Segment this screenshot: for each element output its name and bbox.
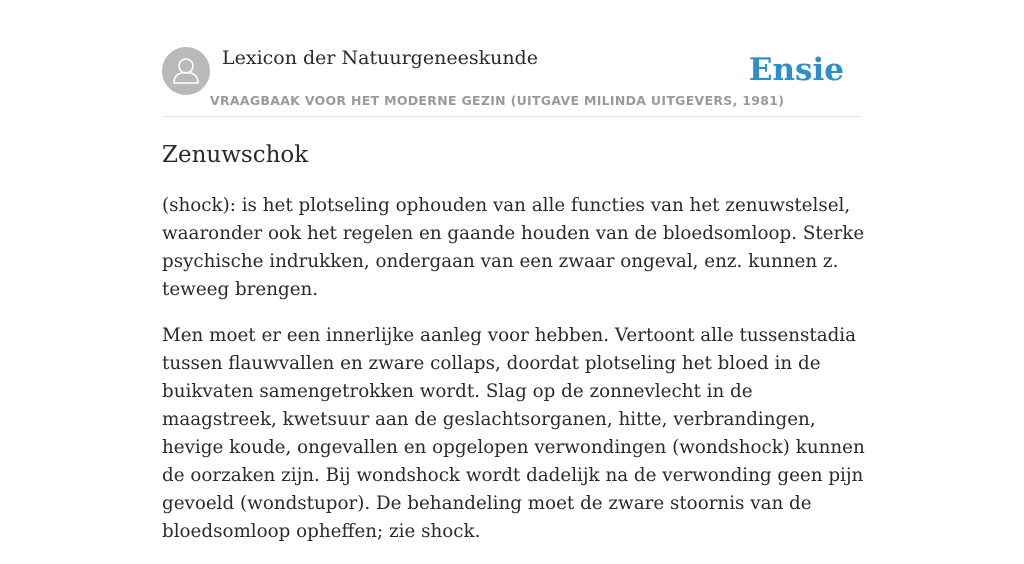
source-title-link[interactable]: Lexicon der Natuurgeneeskunde [222,47,538,69]
entry-title: Zenuwschok [162,142,309,168]
source-avatar[interactable] [162,47,210,95]
source-subtitle: VRAAGBAAK VOOR HET MODERNE GEZIN (UITGAVE MILINDA UITGEVERS, 1981) [210,93,785,108]
entry-page [162,0,865,542]
entry-paragraph-1: (shock): is het plotseling ophouden van alle functies van het zenuwstelsel, waaronder ook het regelen en gaande houden van de bloedsomloop. Sterke psychische indrukken, ondergaan van een zwaar ongeval, enz. kunnen z. teweeg brengen. [162,195,865,300]
brand-logo[interactable]: Ensie [748,52,844,88]
user-silhouette-icon [162,47,210,95]
source-header [162,0,862,117]
entry-body [162,192,866,564]
entry-paragraph-2: Men moet er een innerlijke aanleg voor hebben. Vertoont alle tussenstadia tussen flauwvallen en zware collaps, doordat plotseling het bloed in de buikvaten samengetrokken wordt. Slag op de zonnevlecht in de maagstreek, kwetsuur aan de geslachtsorganen, hitte, verbrandingen, hevige koude, ongevallen en opgelopen verwondingen (wondshock) kunnen de oorzaken zijn. Bij wondshock wordt dadelijk na de verwonding geen pijn gevoeld (wondstupor). De behandeling moet de zware stoornis van de bloedsomloop opheffen; zie shock. [162,325,865,542]
